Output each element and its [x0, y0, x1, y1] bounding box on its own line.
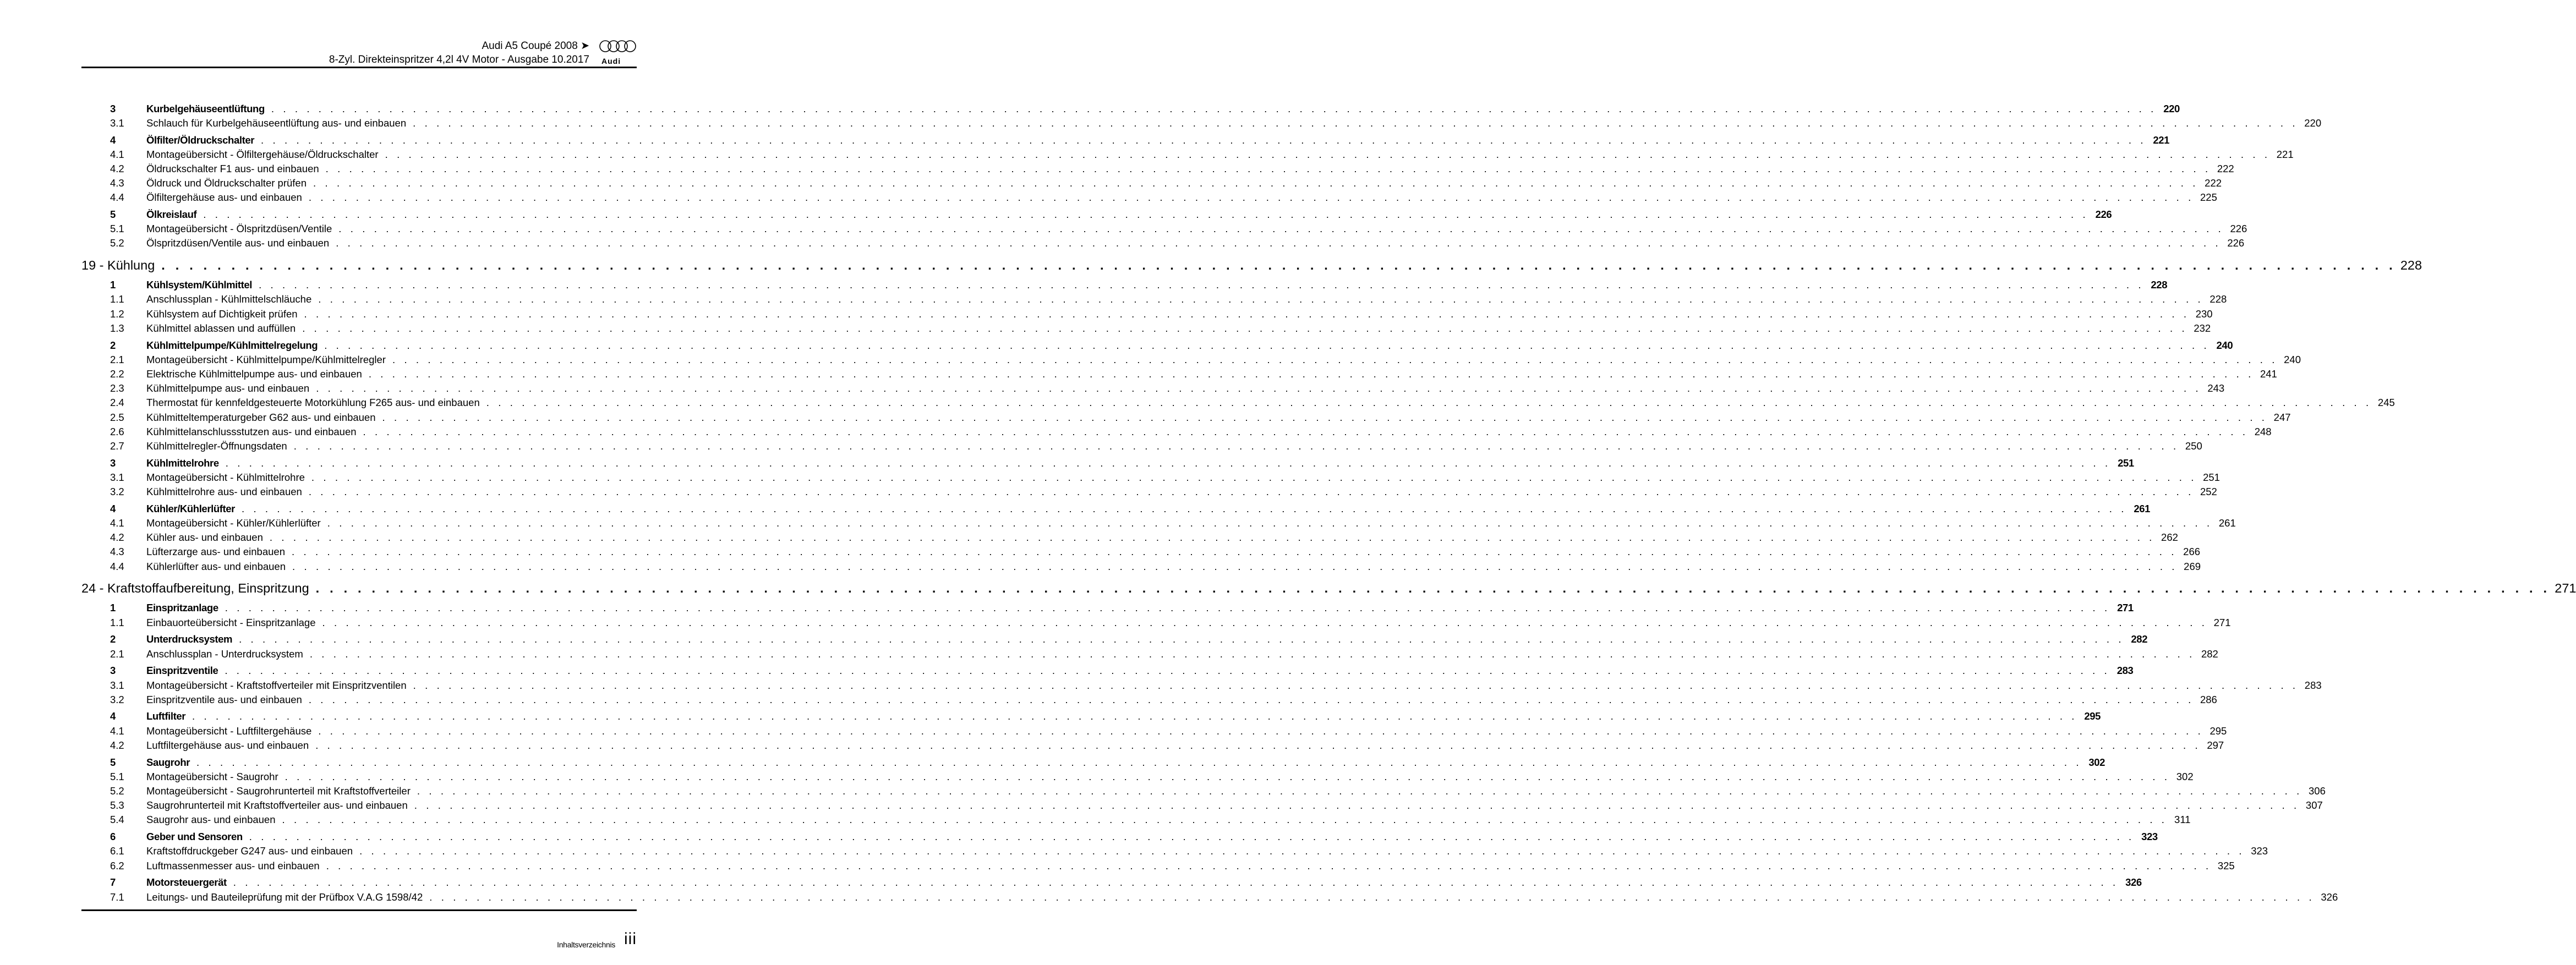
toc-subsection[interactable]	[81, 382, 2225, 397]
toc-section[interactable]	[81, 633, 2148, 648]
toc-entry-title: Schlauch für Kurbelgehäuseentlüftung aus- und einbauen	[146, 117, 407, 129]
dot-leader: . . . . . . . . . . . . . . . . . . . . . . . . . . . . . . . . . . . . . . . . . . . . . . . . . . . . . . . . . . . . . . . . . . . . . . . . . . . . . . . . . . . . . . . . . . . . . . . . . . . . . . . . . . . . . . . . . . . . . . . . . . . . . . . . . . . . . . . . . . . . . . . . . . . . . . . . . . . . . . . .	[363, 425, 2249, 437]
toc-entry-page: 311	[2174, 814, 2191, 826]
toc-entry-page: 297	[2207, 739, 2224, 751]
toc-entry-number: 7.1	[110, 891, 124, 903]
toc-entry-number: 1.1	[110, 293, 124, 305]
toc-subsection[interactable]	[81, 117, 2322, 131]
toc-entry-number: 3.1	[110, 679, 124, 691]
toc-entry-page: 271	[2555, 580, 2576, 595]
toc-entry-title: Kühler/Kühlerlüfter	[146, 502, 235, 514]
toc-entry-number: 1.2	[110, 308, 124, 320]
toc-subsection[interactable]	[81, 223, 2247, 237]
toc-subsection[interactable]	[81, 425, 2272, 440]
dot-leader: . . . . . . . . . . . . . . . . . . . . . . . . . . . . . . . . . . . . . . . . . . . . . . . . . . . . . . . . . . . . . . . . . . . . . . . . . . . . . . . . . . . . . . . . . . . . . . . . . . . . . . . . . . . . . . . . . . . . . . . . . . . . . . . . . . . . . . . . . . . . . . . . . . . . . . . . . . . . . . . .	[311, 471, 2197, 483]
toc-entry-number: 4	[110, 710, 116, 722]
dot-leader: . . . . . . . . . . . . . . . . . . . . . . . . . . . . . . . . . . . . . . . . . . . . . . . . . . . . . . . . . . . . . . . . . . . . . . . . . . . . . . . . . . . . . . . . . . . . . . . . . . . . . . . . . . . . . . . . . . . . . . . . . . . . . . . . . . . . . . . . . . . . . . . . . . . . . . . . . . . . . . . .	[233, 876, 2119, 889]
toc-entry-number: 2.2	[110, 368, 124, 380]
toc-subsection[interactable]	[81, 785, 2326, 799]
toc-entry-title: Ölkreislauf	[146, 209, 197, 221]
toc-entry-number: 1	[110, 279, 116, 291]
toc-entry-number: 2.1	[110, 353, 124, 365]
toc-entry-title: Anschlussplan - Unterdrucksystem	[146, 648, 303, 660]
toc-subsection[interactable]	[81, 162, 2234, 177]
dot-leader: . . . . . . . . . . . . . . . . . . . . . . . . . . . . . . . . . . . . . . . . . . . . . . . . . . . . . . . . . . . . . . . . . . . . . . . . . . . . . . . . . . . . . . . . . . . . . . . . . . . . . . . . . . . . . . . . . . . . . . . . . . . . . . . . . . . . . . . . . . . . . . . . . . . . . . . . . . . . . . . .	[269, 531, 2155, 544]
toc-entry-title: Kühlmittelrohre	[146, 457, 219, 469]
toc-entry-title: Saugrohr	[146, 756, 190, 768]
toc-subsection[interactable]	[81, 739, 2224, 754]
toc-entry-page: 243	[2207, 382, 2225, 394]
toc-subsection[interactable]	[81, 648, 2218, 662]
dot-leader: . . . . . . . . . . . . . . . . . . . . . . . . . . . . . . . . . . . . . . . . . . . . . . . . . . . . . . . . . . . . . . . . . . . . . . . . . . . . . . . . . . . . . . . . . . . . . . . . . . . . . . . . . . . . . . . . . . . . . . . . . . . . . . . . . . . . . . . . . . . . . . . . . . . . . . . . . . . . . . . .	[239, 633, 2125, 645]
dot-leader: . . . . . . . . . . . . . . . . . . . . . . . . . . . . . . . . . . . . . . . . . . . . . . . . . . . . . . . . . . . . . . . . . . . . . . . . . . . . . . . . . . . . . . . . . . . . . . . . . . . . . . . . . . . . . . . . . . . . . . . . . . . . . . . . . . . . . . . . . . . . . . . . . . . . . . . . . . . . . . . .	[282, 814, 2168, 826]
dot-leader: . . . . . . . . . . . . . . . . . . . . . . . . . . . . . . . . . . . . . . . . . . . . . . . . . . . . . . . . . . . . . . . . . . . . . . . . . . . . . . . . . . . . . . . . . . . . . . . . . . . . . . . . . . . . . . . . . . . . . . . . . . . . . . . . . . . . . . . . . . . . . . . . . . . . . . . . . . . . . . . .	[322, 616, 2208, 628]
toc-entry-number: 1	[110, 602, 116, 614]
toc-entry-page: 307	[2305, 799, 2323, 812]
toc-section[interactable]	[81, 279, 2168, 293]
toc-entry-title: Lüfterzarge aus- und einbauen	[146, 546, 285, 558]
dot-leader: . . . . . . . . . . . . . . . . . . . . . . . . . . . . . . . . . . . . . . . . . . . . . . . . . . . . . . . . . . . . . . . . . . . . . . . . . . . . . . . . . . . . . . . . . . . . . . . . . . . . . . . . . . . . . . . . . . . . . . . . . . . . . . . . . . . . . . . . . . . . . . . . . . . . . . . . . . . . . . . .	[326, 859, 2212, 871]
dot-leader: . . . . . . . . . . . . . . . . . . . . . . . . . . . . . . . . . . . . . . . . . . . . . . . . . . . . . . . . . . . . . . . . . . . . . . . . . . . . . . . . . . . . . . . . . . . . . . . . . . . . . . . . . . . . . . . . . . . . . . . . . . . . . . . . . . . . . . . . . . . . . . . . . . . . . . . . . . . . . . . .	[429, 891, 2315, 903]
toc-entry-page: 283	[2304, 679, 2322, 691]
toc-entry-page: 220	[2163, 102, 2180, 114]
toc-entry-title: Montageübersicht - Kühlmittelpumpe/Kühlmittelregler	[146, 353, 386, 365]
toc-entry-page: 225	[2200, 191, 2217, 204]
toc-entry-number: 4.2	[110, 162, 124, 174]
toc-subsection[interactable]	[81, 308, 2213, 322]
toc-entry-title: Kühlmittelrohre aus- und einbauen	[146, 486, 302, 498]
toc-subsection[interactable]	[81, 891, 2338, 906]
dot-leader: . . . . . . . . . . . . . . . . . . . . . . . . . . . . . . . . . . . . . . . . . . . . . . . . . . . . . . . . . . . . . . . . . . . . . . . . . . . . . . . . . . . . . . . . . . . . . . . . . . . . . . . . . . . . . . . . . . . . . . . . . . . . . . . . . . . . . . . . . . . . . . . . . . . . . . . . . . . . . . . .	[241, 502, 2127, 514]
toc-entry-number: 2	[110, 339, 116, 351]
toc-section[interactable]	[81, 756, 2105, 771]
toc-entry-page: 240	[2216, 339, 2233, 351]
toc-entry-number: 1.3	[110, 322, 124, 334]
toc-entry-page: 269	[2184, 560, 2201, 572]
toc-subsection[interactable]	[81, 148, 2294, 163]
toc-subsection[interactable]	[81, 353, 2301, 368]
dot-leader: . . . . . . . . . . . . . . . . . . . . . . . . . . . . . . . . . . . . . . . . . . . . . . . . . . . . . . . . . . . . . . . . . . . . . . . . . . . . . . . . . . . . . . . . . . . . . . . . . . . . . . . . . . . . . . . . . . . . . . . . . . . . . . . . . . . . . . . . . . . . . . . . . . . . . . . . . . . . . . . .	[225, 602, 2110, 614]
toc-entry-page: 282	[2131, 633, 2148, 645]
toc-chapter[interactable]	[81, 580, 2576, 600]
toc-entry-page: 232	[2194, 322, 2211, 334]
toc-entry-number: 4.3	[110, 177, 124, 189]
toc-entry-title: Kraftstoffdruckgeber G247 aus- und einbauen	[146, 845, 353, 857]
toc-subsection[interactable]	[81, 293, 2227, 308]
toc-subsection[interactable]	[81, 531, 2178, 546]
dot-leader: . . . . . . . . . . . . . . . . . . . . . . . . . . . . . . . . . . . . . . . . . . . . . . . . . . . . . . . . . . . . . . . . . . . . . . . . . . . . . . . . . . . . . . . . . . . . . . . . . . . . . . . . . . . . . . . . . . . . . . . . . . . . . . . . . . . . . . . . . . . . . . . . . . . . . . . . . . . . . . . .	[192, 710, 2078, 722]
toc-subsection[interactable]	[81, 770, 2194, 785]
toc-entry-number: 4.1	[110, 725, 124, 737]
dot-leader: . . . . . . . . . . . . . . . . . . . . . . . . . . . . . . . . . . . . . . . . . . . . . . . . . . . . . . . . . . . . . . . . . . . . . . . . . . . . . . . . . . . . . . . . . . . . . . . . . . . . . . . . . . . . . . . . . . . . . . . . . . . . . . . . . . . . . . . . . . . . . . . . . . . . . . . . . . . . . . . .	[414, 799, 2300, 812]
dot-leader: . . . . . . . . . . . . . . . . . . . . . . . . . . . . . . . . . . . . . . . . . . . . . . . . . . . . . . . . . . . . . . . . . . . . . . . . . . . . . . . . . . . . . . . . . . . . . . . . . . . . . . . . . . . . . . . . . . . . . . . . . . . . . . . . . . . . . . . . . . . . . . . . . . . . . . . . . . . . . . . .	[392, 353, 2278, 365]
dot-leader: . . . . . . . . . . . . . . . . . . . . . . . . . . . . . . . . . . . . . . . . . . . . . . . . . . . . . . . . . . . . . . . . . . . . . . . . . . . . . . . . . . . . . . . . . . . . . . . . . . . . . . . . . . . . . . . . . . . . . . . . . . . . . . . . . . . . . . . . . . . . . . . . . . . . . . . . . . . . . . . .	[413, 117, 2299, 129]
dot-leader: . . . . . . . . . . . . . . . . . . . . . . . . . . . . . . . . . . . . . . . . . . . . . . . . . . . . . . . . . . . . . . . . . . . . . . . . . . . . . . . . . . . . . . . . . . . . . . . . . . . . . . . . . . . . . . . . . . . . . . . . . . . . . . . . . . . . . . . . . . . . . . . . . . . . . . . . . . . . . . . .	[325, 162, 2211, 174]
toc-subsection[interactable]	[81, 814, 2191, 828]
toc-entry-title: Montageübersicht - Ölspritzdüsen/Ventile	[146, 223, 332, 235]
toc-entry-number: 3.1	[110, 117, 124, 129]
dot-leader: . . . . . . . . . . . . . . . . . . . . . . . . . . . . . . . . . . . . . . . . . . . . . . . . . . . . . . . . . . . . . . . . . . . . . . . . . . . . . . . . . . . . . . . . . . . . . . . . . . . . . . . . . . . . . . . . . . . . . . . . . . . . . . . . . . . . . . . . . . . . . . . . . . . . . . . . . . . . . . . .	[261, 134, 2147, 146]
dot-leader: . . . . . . . . . . . . . . . . . . . . . . . . . . . . . . . . . . . . . . . . . . . . . . . . . . . . . . . . . . . . . . . . . . . . . . . . . . . . . . . . . . . . . . . . . . . . . . . . . . . . . . . . . . . . . . . . . . . . . . . . . . . . . . . . . . . . . . . . . . . . . . . . . . . . . . . . . . . . . . . .	[249, 831, 2135, 843]
toc-entry-title: Montageübersicht - Saugrohrunterteil mit Kraftstoffverteiler	[146, 785, 411, 797]
toc-entry-title: Montageübersicht - Ölfiltergehäuse/Öldruckschalter	[146, 148, 379, 160]
dot-leader: . . . . . . . . . . . . . . . . . . . . . . . . . . . . . . . . . . . . . . . . . . . . . . . . . . . . . . . . . . . . . . . . . . . . . . . . . . . . . . . . . . . . . . . . . . . . . . . . . . . . . . . . . . . . . . . . . . . . . . . . . . . . . . . . . . . . . . . . . . . . . . . . . . . . . . . . . . . . . . . .	[304, 308, 2190, 320]
audi-logo-wordmark: Audi	[601, 57, 621, 65]
toc-entry-title: Elektrische Kühlmittelpumpe aus- und einbauen	[146, 368, 362, 380]
toc-entry-page: 221	[2153, 134, 2170, 146]
toc-subsection[interactable]	[81, 560, 2201, 575]
toc-subsection[interactable]	[81, 177, 2222, 191]
dot-leader: . . . . . . . . . . . . . . . . . . . . . . . . . . . . . . . . . . . . . . . . . . . . . . . . . . . . . . . . . . . . . . . . . . . . . . . . . . . . . . . . . . . . . . . . . . . . . . . . . . . . . . . . . . . . . . . . . . . . . . . . . . . . . . . . . . . . . . . . . . . . . . . . . . . . . . . . . . . . . . . .	[324, 339, 2210, 351]
toc-entry-page: 302	[2176, 770, 2194, 782]
dot-leader: . . . . . . . . . . . . . . . . . . . . . . . . . . . . . . . . . . . . . . . . . . . . . . . . . . . . . . . . . . . . . . . . . . . . . . . . . . . . . . . . . . . . . . . . . . . . . . . . . . . . . . . . . . . . . . . . . . . . . . . . . . . . . . . . . . . . . . . . . . . . . . . . . . . . . . . . . . . . . . . .	[327, 517, 2213, 529]
toc-entry-page: 222	[2217, 162, 2234, 174]
dot-leader: . . . . . . . . . . . . . . . . . . . . . . . . . . . . . . . . . . . . . . . . . . . . . . . . . . . . . . . . . . . . . . . . . . . . . . . . . . . . . . . . . . . . . . . . . . . . . . . . . . . . . . . . . . . . . . . . . . . . . . . . . . . . . . . . . . . . . . . . . . . . . . . . . . . . . . . . . . . . . . . .	[336, 237, 2222, 249]
toc-entry-number: 4.2	[110, 531, 124, 544]
toc-entry-number: 3.2	[110, 693, 124, 705]
toc-entry-page: 228	[2400, 257, 2422, 272]
toc-subsection[interactable]	[81, 845, 2268, 859]
toc-entry-title: Kühlmitteltemperaturgeber G62 aus- und einbauen	[146, 411, 376, 423]
toc-subsection[interactable]	[81, 322, 2211, 337]
toc-entry-number: 3	[110, 457, 116, 469]
toc-entry-number: 5	[110, 209, 116, 221]
toc-entry-number: 1.1	[110, 616, 124, 628]
toc-entry-number: 2.3	[110, 382, 124, 394]
dot-leader: . . . . . . . . . . . . . . . . . . . . . . . . . . . . . . . . . . . . . . . . . . . . . . . . . . . . . . . . . . . . . . . . . . . . . . . . . . . . . . . . . . . . . . . . . . . . . . . . . . . . . . . . . . . . . . . . . . . . . . . . . . . . . . . . . . . . . . . . . . . . . . . . . . . . . . . . . . . . . . . .	[292, 560, 2178, 572]
toc-entry-page: 283	[2116, 665, 2134, 677]
toc-entry-number: 2.6	[110, 425, 124, 437]
toc-entry-title: Motorsteuergerät	[146, 876, 227, 889]
toc-section[interactable]	[81, 102, 2180, 117]
toc-entry-page: 262	[2161, 531, 2178, 544]
toc-entry-title: Kühlmittelregler-Öffnungsdaten	[146, 440, 287, 452]
dot-leader: . . . . . . . . . . . . . . . . . . . . . . . . . . . . . . . . . . . . . . . . . . . . . . . . . . . . . . . . . . . . . . . . . . . . . . . . . . . . . . . . . . . . . . . . . . . . . . . . . . . . . . . . . . . . . . . . . . . . . . . . . . . . . . . . . . . . . . . . . . . . . . . . . . . . . . . . . . . . . . . .	[308, 191, 2194, 204]
toc-entry-number: 5.3	[110, 799, 124, 812]
toc-entry-page: 326	[2321, 891, 2338, 903]
toc-section[interactable]	[81, 502, 2150, 517]
dot-leader: . . . . . . . . . . . . . . . . . . . . . . . . . . . . . . . . . . . . . . . . . . . . . . . . . . . . . . . . . . . . . . . . . . . . . . . . . . . . . . . . . . . . . . . . . . . . . . . . . . . . . . . . . . . . . . . . . . . . . . . . . . . . . . . . . . . . . . . . . . . . . . . . . . . . . . . . . . . . . . . .	[161, 257, 2396, 272]
toc-entry-number: 2.1	[110, 648, 124, 660]
toc-entry-title: Saugrohr aus- und einbauen	[146, 814, 276, 826]
toc-entry-number: 4.3	[110, 546, 124, 558]
toc-entry-title: Thermostat für kennfeldgesteuerte Motorkühlung F265 aus- und einbauen	[146, 397, 480, 409]
toc-entry-number: 3	[110, 102, 116, 114]
toc-entry-page: 271	[2213, 616, 2231, 628]
toc-entry-title: Kühlerlüfter aus- und einbauen	[146, 560, 286, 572]
toc-entry-page: 241	[2260, 368, 2277, 380]
toc-entry-number: 3	[110, 665, 116, 677]
toc-entry-title: Geber und Sensoren	[146, 831, 243, 843]
toc-entry-number: 2.7	[110, 440, 124, 452]
toc-entry-page: 248	[2254, 425, 2272, 437]
toc-subsection[interactable]	[81, 693, 2217, 708]
toc-entry-number: 6.2	[110, 859, 124, 871]
toc-subsection[interactable]	[81, 237, 2245, 251]
toc-entry-number: 4	[110, 502, 116, 514]
toc-entry-number: 6.1	[110, 845, 124, 857]
toc-section[interactable]	[81, 710, 2101, 725]
toc-entry-page: 251	[2118, 457, 2134, 469]
toc-section[interactable]	[81, 602, 2134, 616]
toc-entry-number: 3.2	[110, 486, 124, 498]
toc-entry-title: Kühler aus- und einbauen	[146, 531, 263, 544]
toc-entry-title: Kühlmittelpumpe/Kühlmittelregelung	[146, 339, 318, 351]
dot-leader: . . . . . . . . . . . . . . . . . . . . . . . . . . . . . . . . . . . . . . . . . . . . . . . . . . . . . . . . . . . . . . . . . . . . . . . . . . . . . . . . . . . . . . . . . . . . . . . . . . . . . . . . . . . . . . . . . . . . . . . . . . . . . . . . . . . . . . . . . . . . . . . . . . . . . . . . . . . . . . . .	[486, 397, 2372, 409]
dot-leader: . . . . . . . . . . . . . . . . . . . . . . . . . . . . . . . . . . . . . . . . . . . . . . . . . . . . . . . . . . . . . . . . . . . . . . . . . . . . . . . . . . . . . . . . . . . . . . . . . . . . . . . . . . . . . . . . . . . . . . . . . . . . . . . . . . . . . . . . . . . . . . . . . . . . . . . . . . . . . . . .	[315, 580, 2551, 595]
toc-entry-title: Ölfilter/Öldruckschalter	[146, 134, 255, 146]
toc-entry-title: Anschlussplan - Kühlmittelschläuche	[146, 293, 312, 305]
toc-entry-title: Einbauorteübersicht - Einspritzanlage	[146, 616, 316, 628]
toc-entry-title: Unterdrucksystem	[146, 633, 233, 645]
toc-entry-title: Montageübersicht - Luftfiltergehäuse	[146, 725, 312, 737]
footer-divider	[81, 909, 637, 911]
toc-entry-title: Einspritzventile	[146, 665, 218, 677]
toc-entry-page: 261	[2218, 517, 2236, 529]
page-number: iii	[624, 930, 637, 948]
toc-entry-title: Öldruck und Öldruckschalter prüfen	[146, 177, 307, 189]
toc-subsection[interactable]	[81, 368, 2277, 382]
toc-entry-title: Montageübersicht - Saugrohr	[146, 770, 278, 782]
toc-entry-page: 266	[2183, 546, 2201, 558]
toc-entry-number: 6	[110, 831, 116, 843]
toc-subsection[interactable]	[81, 859, 2235, 874]
toc-entry-number: 5	[110, 756, 116, 768]
toc-entry-page: 220	[2304, 117, 2322, 129]
dot-leader: . . . . . . . . . . . . . . . . . . . . . . . . . . . . . . . . . . . . . . . . . . . . . . . . . . . . . . . . . . . . . . . . . . . . . . . . . . . . . . . . . . . . . . . . . . . . . . . . . . . . . . . . . . . . . . . . . . . . . . . . . . . . . . . . . . . . . . . . . . . . . . . . . . . . . . . . . . . . . . . .	[417, 785, 2302, 797]
dot-leader: . . . . . . . . . . . . . . . . . . . . . . . . . . . . . . . . . . . . . . . . . . . . . . . . . . . . . . . . . . . . . . . . . . . . . . . . . . . . . . . . . . . . . . . . . . . . . . . . . . . . . . . . . . . . . . . . . . . . . . . . . . . . . . . . . . . . . . . . . . . . . . . . . . . . . . . . . . . . . . . .	[313, 177, 2199, 189]
header-vehicle: Audi A5 Coupé 2008 ➤	[482, 40, 589, 52]
toc-entry-title: Kühlsystem auf Dichtigkeit prüfen	[146, 308, 298, 320]
toc-entry-page: 295	[2084, 710, 2101, 722]
toc-entry-page: 252	[2200, 486, 2217, 498]
toc-entry-title: Luftfilter	[146, 710, 186, 722]
toc-subsection[interactable]	[81, 486, 2217, 500]
toc-entry-page: 226	[2227, 237, 2245, 249]
toc-entry-page: 261	[2134, 502, 2150, 514]
toc-entry-number: 7	[110, 876, 116, 889]
header-divider	[81, 67, 637, 68]
toc-entry-number: 5.2	[110, 237, 124, 249]
toc-entry-number: 5.2	[110, 785, 124, 797]
dot-leader: . . . . . . . . . . . . . . . . . . . . . . . . . . . . . . . . . . . . . . . . . . . . . . . . . . . . . . . . . . . . . . . . . . . . . . . . . . . . . . . . . . . . . . . . . . . . . . . . . . . . . . . . . . . . . . . . . . . . . . . . . . . . . . . . . . . . . . . . . . . . . . . . . . . . . . . . . . . . . . . .	[203, 209, 2089, 221]
toc-entry-title: Kühlsystem/Kühlmittel	[146, 279, 253, 291]
dot-leader: . . . . . . . . . . . . . . . . . . . . . . . . . . . . . . . . . . . . . . . . . . . . . . . . . . . . . . . . . . . . . . . . . . . . . . . . . . . . . . . . . . . . . . . . . . . . . . . . . . . . . . . . . . . . . . . . . . . . . . . . . . . . . . . . . . . . . . . . . . . . . . . . . . . . . . . . . . . . . . . .	[318, 293, 2204, 305]
toc-subsection[interactable]	[81, 411, 2291, 426]
toc-entry-page: 247	[2273, 411, 2291, 423]
toc-subsection[interactable]	[81, 546, 2201, 560]
dot-leader: . . . . . . . . . . . . . . . . . . . . . . . . . . . . . . . . . . . . . . . . . . . . . . . . . . . . . . . . . . . . . . . . . . . . . . . . . . . . . . . . . . . . . . . . . . . . . . . . . . . . . . . . . . . . . . . . . . . . . . . . . . . . . . . . . . . . . . . . . . . . . . . . . . . . . . . . . . . . . . . .	[292, 546, 2178, 558]
toc-entry-title: Montageübersicht - Kraftstoffverteiler mit Einspritzventilen	[146, 679, 407, 691]
toc-entry-page: 323	[2251, 845, 2268, 857]
toc-entry-title: 19 - Kühlung	[81, 257, 155, 272]
toc-entry-title: Ölspritzdüsen/Ventile aus- und einbauen	[146, 237, 330, 249]
toc-entry-title: Luftfiltergehäuse aus- und einbauen	[146, 739, 309, 751]
toc-entry-page: 250	[2185, 440, 2202, 452]
toc-entry-page: 245	[2377, 397, 2395, 409]
toc-entry-title: Montageübersicht - Kühler/Kühlerlüfter	[146, 517, 321, 529]
dot-leader: . . . . . . . . . . . . . . . . . . . . . . . . . . . . . . . . . . . . . . . . . . . . . . . . . . . . . . . . . . . . . . . . . . . . . . . . . . . . . . . . . . . . . . . . . . . . . . . . . . . . . . . . . . . . . . . . . . . . . . . . . . . . . . . . . . . . . . . . . . . . . . . . . . . . . . . . . . . . . . . .	[285, 770, 2170, 782]
toc-subsection[interactable]	[81, 616, 2231, 631]
toc-entry-page: 222	[2205, 177, 2222, 189]
toc-section[interactable]	[81, 876, 2142, 891]
dot-leader: . . . . . . . . . . . . . . . . . . . . . . . . . . . . . . . . . . . . . . . . . . . . . . . . . . . . . . . . . . . . . . . . . . . . . . . . . . . . . . . . . . . . . . . . . . . . . . . . . . . . . . . . . . . . . . . . . . . . . . . . . . . . . . . . . . . . . . . . . . . . . . . . . . . . . . . . . . . . . . . .	[318, 725, 2204, 737]
toc-subsection[interactable]	[81, 517, 2236, 531]
toc-entry-title: Ölfiltergehäuse aus- und einbauen	[146, 191, 302, 204]
dot-leader: . . . . . . . . . . . . . . . . . . . . . . . . . . . . . . . . . . . . . . . . . . . . . . . . . . . . . . . . . . . . . . . . . . . . . . . . . . . . . . . . . . . . . . . . . . . . . . . . . . . . . . . . . . . . . . . . . . . . . . . . . . . . . . . . . . . . . . . . . . . . . . . . . . . . . . . . . . . . . . . .	[316, 382, 2202, 394]
dot-leader: . . . . . . . . . . . . . . . . . . . . . . . . . . . . . . . . . . . . . . . . . . . . . . . . . . . . . . . . . . . . . . . . . . . . . . . . . . . . . . . . . . . . . . . . . . . . . . . . . . . . . . . . . . . . . . . . . . . . . . . . . . . . . . . . . . . . . . . . . . . . . . . . . . . . . . . . . . . . . . . .	[259, 279, 2145, 291]
dot-leader: . . . . . . . . . . . . . . . . . . . . . . . . . . . . . . . . . . . . . . . . . . . . . . . . . . . . . . . . . . . . . . . . . . . . . . . . . . . . . . . . . . . . . . . . . . . . . . . . . . . . . . . . . . . . . . . . . . . . . . . . . . . . . . . . . . . . . . . . . . . . . . . . . . . . . . . . . . . . . . . .	[368, 368, 2254, 380]
toc-entry-number: 5.1	[110, 770, 124, 782]
toc-entry-number: 4.2	[110, 739, 124, 751]
toc-entry-number: 4	[110, 134, 116, 146]
toc-entry-page: 226	[2095, 209, 2112, 221]
toc-section[interactable]	[81, 457, 2134, 471]
toc-entry-page: 240	[2284, 353, 2301, 365]
toc-entry-title: Kühlmittelpumpe aus- und einbauen	[146, 382, 310, 394]
toc-entry-number: 4.1	[110, 517, 124, 529]
dot-leader: . . . . . . . . . . . . . . . . . . . . . . . . . . . . . . . . . . . . . . . . . . . . . . . . . . . . . . . . . . . . . . . . . . . . . . . . . . . . . . . . . . . . . . . . . . . . . . . . . . . . . . . . . . . . . . . . . . . . . . . . . . . . . . . . . . . . . . . . . . . . . . . . . . . . . . . . . . . . . . . .	[302, 322, 2188, 334]
toc-entry-number: 4.4	[110, 191, 124, 204]
toc-entry-page: 286	[2200, 693, 2217, 705]
toc-entry-number: 2.5	[110, 411, 124, 423]
dot-leader: . . . . . . . . . . . . . . . . . . . . . . . . . . . . . . . . . . . . . . . . . . . . . . . . . . . . . . . . . . . . . . . . . . . . . . . . . . . . . . . . . . . . . . . . . . . . . . . . . . . . . . . . . . . . . . . . . . . . . . . . . . . . . . . . . . . . . . . . . . . . . . . . . . . . . . . . . . . . . . . .	[196, 756, 2082, 768]
dot-leader: . . . . . . . . . . . . . . . . . . . . . . . . . . . . . . . . . . . . . . . . . . . . . . . . . . . . . . . . . . . . . . . . . . . . . . . . . . . . . . . . . . . . . . . . . . . . . . . . . . . . . . . . . . . . . . . . . . . . . . . . . . . . . . . . . . . . . . . . . . . . . . . . . . . . . . . . . . . . . . . .	[315, 739, 2201, 751]
toc-entry-number: 2.4	[110, 397, 124, 409]
toc-section[interactable]	[81, 209, 2112, 223]
toc-entry-page: 221	[2276, 148, 2294, 160]
toc-entry-title: Einspritzanlage	[146, 602, 218, 614]
toc-entry-page: 271	[2117, 602, 2134, 614]
toc-entry-page: 302	[2088, 756, 2105, 768]
toc-entry-page: 323	[2141, 831, 2158, 843]
dot-leader: . . . . . . . . . . . . . . . . . . . . . . . . . . . . . . . . . . . . . . . . . . . . . . . . . . . . . . . . . . . . . . . . . . . . . . . . . . . . . . . . . . . . . . . . . . . . . . . . . . . . . . . . . . . . . . . . . . . . . . . . . . . . . . . . . . . . . . . . . . . . . . . . . . . . . . . . . . . . . . . .	[308, 693, 2194, 705]
dot-leader: . . . . . . . . . . . . . . . . . . . . . . . . . . . . . . . . . . . . . . . . . . . . . . . . . . . . . . . . . . . . . . . . . . . . . . . . . . . . . . . . . . . . . . . . . . . . . . . . . . . . . . . . . . . . . . . . . . . . . . . . . . . . . . . . . . . . . . . . . . . . . . . . . . . . . . . . . . . . . . . .	[382, 411, 2268, 423]
toc-entry-page: 295	[2209, 725, 2227, 737]
dot-leader: . . . . . . . . . . . . . . . . . . . . . . . . . . . . . . . . . . . . . . . . . . . . . . . . . . . . . . . . . . . . . . . . . . . . . . . . . . . . . . . . . . . . . . . . . . . . . . . . . . . . . . . . . . . . . . . . . . . . . . . . . . . . . . . . . . . . . . . . . . . . . . . . . . . . . . . . . . . . . . . .	[338, 223, 2224, 235]
dot-leader: . . . . . . . . . . . . . . . . . . . . . . . . . . . . . . . . . . . . . . . . . . . . . . . . . . . . . . . . . . . . . . . . . . . . . . . . . . . . . . . . . . . . . . . . . . . . . . . . . . . . . . . . . . . . . . . . . . . . . . . . . . . . . . . . . . . . . . . . . . . . . . . . . . . . . . . . . . . . . . . .	[385, 148, 2271, 160]
dot-leader: . . . . . . . . . . . . . . . . . . . . . . . . . . . . . . . . . . . . . . . . . . . . . . . . . . . . . . . . . . . . . . . . . . . . . . . . . . . . . . . . . . . . . . . . . . . . . . . . . . . . . . . . . . . . . . . . . . . . . . . . . . . . . . . . . . . . . . . . . . . . . . . . . . . . . . . . . . . . . . . .	[308, 486, 2194, 498]
dot-leader: . . . . . . . . . . . . . . . . . . . . . . . . . . . . . . . . . . . . . . . . . . . . . . . . . . . . . . . . . . . . . . . . . . . . . . . . . . . . . . . . . . . . . . . . . . . . . . . . . . . . . . . . . . . . . . . . . . . . . . . . . . . . . . . . . . . . . . . . . . . . . . . . . . . . . . . . . . . . . . . .	[309, 648, 2195, 660]
dot-leader: . . . . . . . . . . . . . . . . . . . . . . . . . . . . . . . . . . . . . . . . . . . . . . . . . . . . . . . . . . . . . . . . . . . . . . . . . . . . . . . . . . . . . . . . . . . . . . . . . . . . . . . . . . . . . . . . . . . . . . . . . . . . . . . . . . . . . . . . . . . . . . . . . . . . . . . . . . . . . . . .	[225, 457, 2111, 469]
toc-section[interactable]	[81, 665, 2134, 679]
dot-leader: . . . . . . . . . . . . . . . . . . . . . . . . . . . . . . . . . . . . . . . . . . . . . . . . . . . . . . . . . . . . . . . . . . . . . . . . . . . . . . . . . . . . . . . . . . . . . . . . . . . . . . . . . . . . . . . . . . . . . . . . . . . . . . . . . . . . . . . . . . . . . . . . . . . . . . . . . . . . . . . .	[271, 102, 2157, 114]
toc-entry-page: 228	[2209, 293, 2227, 305]
toc-entry-title: Öldruckschalter F1 aus- und einbauen	[146, 162, 319, 174]
toc-entry-page: 228	[2151, 279, 2168, 291]
toc-section[interactable]	[81, 134, 2170, 149]
toc-entry-number: 5.1	[110, 223, 124, 235]
toc-entry-title: Kühlmittel ablassen und auffüllen	[146, 322, 296, 334]
dot-leader: . . . . . . . . . . . . . . . . . . . . . . . . . . . . . . . . . . . . . . . . . . . . . . . . . . . . . . . . . . . . . . . . . . . . . . . . . . . . . . . . . . . . . . . . . . . . . . . . . . . . . . . . . . . . . . . . . . . . . . . . . . . . . . . . . . . . . . . . . . . . . . . . . . . . . . . . . . . . . . . .	[225, 665, 2110, 677]
toc-entry-number: 2	[110, 633, 116, 645]
toc-entry-title: Luftmassenmesser aus- und einbauen	[146, 859, 320, 871]
toc-chapter[interactable]	[81, 257, 2422, 277]
toc-entry-page: 306	[2309, 785, 2326, 797]
toc-entry-title: Montageübersicht - Kühlmittelrohre	[146, 471, 305, 483]
toc-entry-number: 3.1	[110, 471, 124, 483]
footer-section-label: Inhaltsverzeichnis	[557, 940, 615, 949]
toc-subsection[interactable]	[81, 471, 2220, 486]
toc-entry-number: 5.4	[110, 814, 124, 826]
toc-entry-page: 282	[2201, 648, 2218, 660]
toc-subsection[interactable]	[81, 440, 2202, 454]
toc-subsection[interactable]	[81, 397, 2395, 411]
dot-leader: . . . . . . . . . . . . . . . . . . . . . . . . . . . . . . . . . . . . . . . . . . . . . . . . . . . . . . . . . . . . . . . . . . . . . . . . . . . . . . . . . . . . . . . . . . . . . . . . . . . . . . . . . . . . . . . . . . . . . . . . . . . . . . . . . . . . . . . . . . . . . . . . . . . . . . . . . . . . . . . .	[413, 679, 2299, 691]
header-engine-edition: 8-Zyl. Direkteinspritzer 4,2l 4V Motor - Ausgabe 10.2017	[329, 54, 589, 65]
toc-entry-number: 4.4	[110, 560, 124, 572]
toc-entry-title: Saugrohrunterteil mit Kraftstoffverteiler aus- und einbauen	[146, 799, 408, 812]
toc-entry-title: Kühlmittelanschlussstutzen aus- und einbauen	[146, 425, 357, 437]
toc-entry-title: Leitungs- und Bauteileprüfung mit der Prüfbox V.A.G 1598/42	[146, 891, 423, 903]
table-of-contents	[81, 100, 2576, 906]
toc-entry-page: 226	[2230, 223, 2247, 235]
toc-entry-page: 230	[2195, 308, 2213, 320]
toc-subsection[interactable]	[81, 725, 2227, 739]
toc-entry-title: 24 - Kraftstoffaufbereitung, Einspritzung	[81, 580, 309, 595]
toc-subsection[interactable]	[81, 799, 2323, 814]
dot-leader: . . . . . . . . . . . . . . . . . . . . . . . . . . . . . . . . . . . . . . . . . . . . . . . . . . . . . . . . . . . . . . . . . . . . . . . . . . . . . . . . . . . . . . . . . . . . . . . . . . . . . . . . . . . . . . . . . . . . . . . . . . . . . . . . . . . . . . . . . . . . . . . . . . . . . . . . . . . . . . . .	[359, 845, 2245, 857]
toc-subsection[interactable]	[81, 679, 2322, 694]
toc-section[interactable]	[81, 339, 2233, 354]
toc-entry-title: Kurbelgehäuseentlüftung	[146, 102, 265, 114]
toc-entry-page: 251	[2203, 471, 2220, 483]
toc-entry-page: 325	[2217, 859, 2235, 871]
dot-leader: . . . . . . . . . . . . . . . . . . . . . . . . . . . . . . . . . . . . . . . . . . . . . . . . . . . . . . . . . . . . . . . . . . . . . . . . . . . . . . . . . . . . . . . . . . . . . . . . . . . . . . . . . . . . . . . . . . . . . . . . . . . . . . . . . . . . . . . . . . . . . . . . . . . . . . . . . . . . . . . .	[293, 440, 2179, 452]
toc-subsection[interactable]	[81, 191, 2217, 206]
toc-entry-page: 326	[2125, 876, 2142, 889]
toc-entry-number: 4.1	[110, 148, 124, 160]
toc-section[interactable]	[81, 831, 2158, 845]
toc-entry-title: Einspritzventile aus- und einbauen	[146, 693, 302, 705]
